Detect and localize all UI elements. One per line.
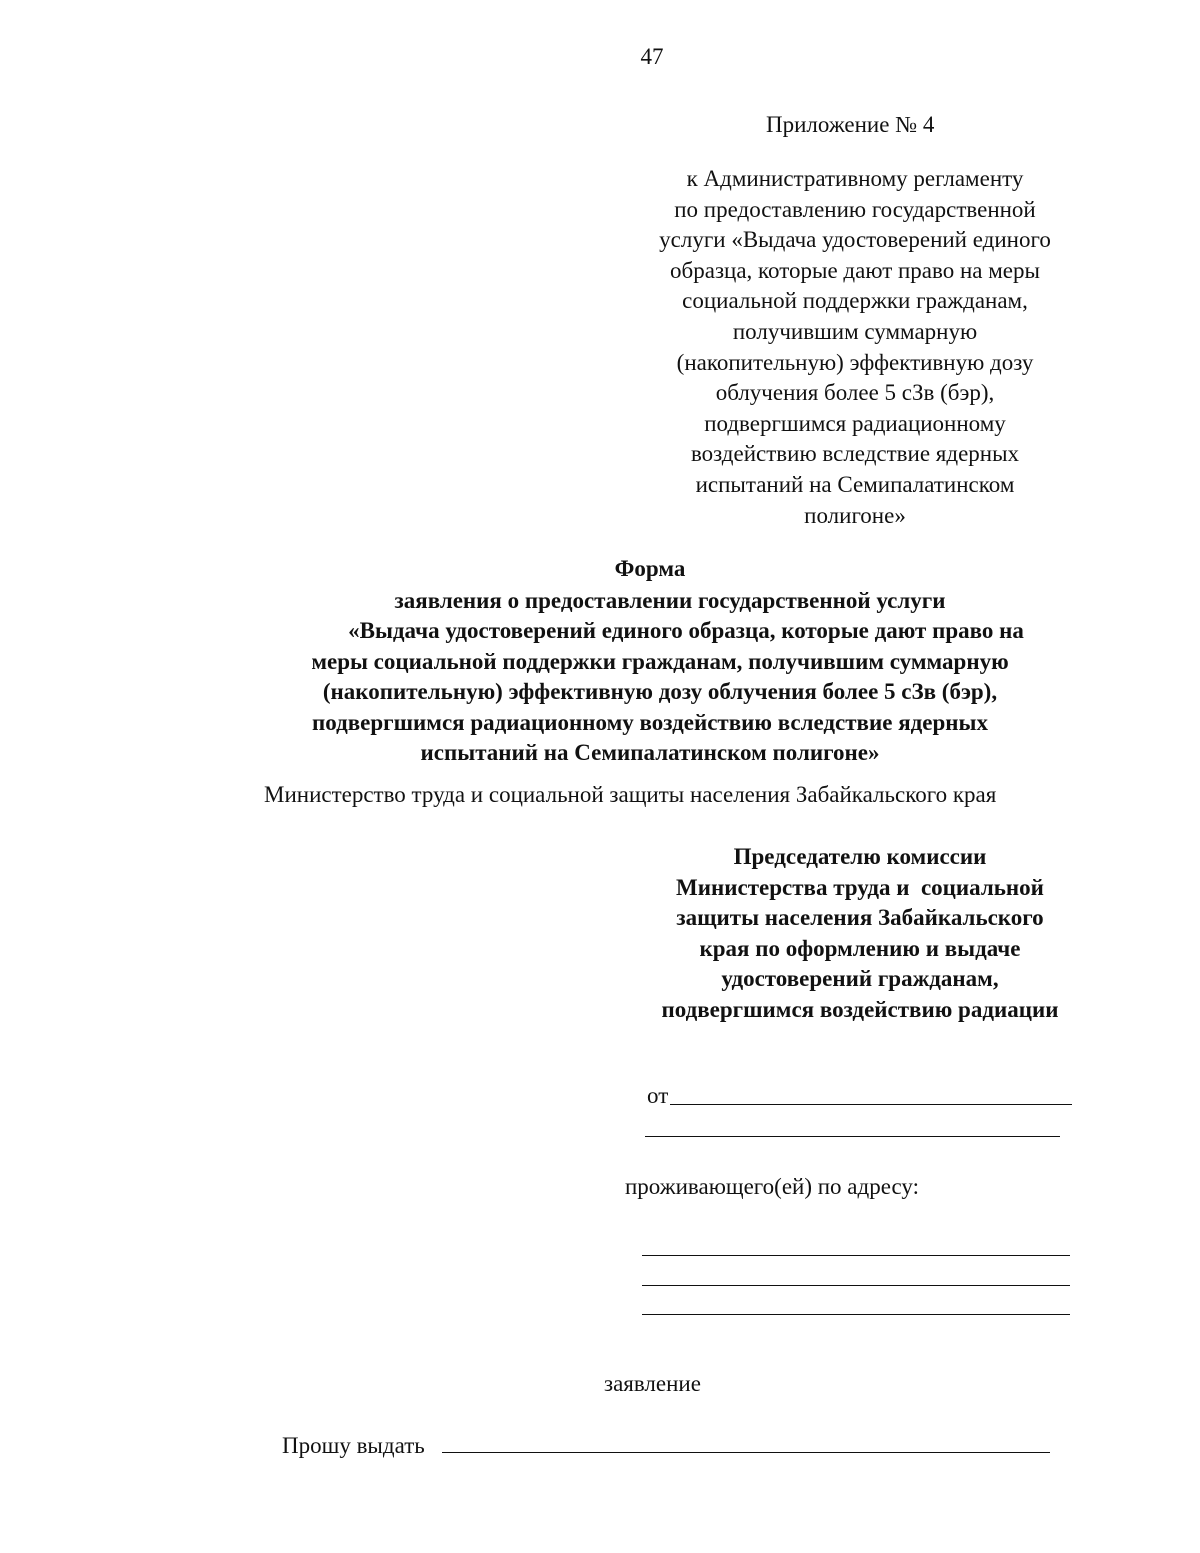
appendix-line: по предоставлению государственной (674, 196, 1036, 222)
appendix-line: подвергшимся радиационному (704, 410, 1006, 436)
address-line-2[interactable] (642, 1285, 1070, 1286)
form-subtitle-line: подвергшимся радиационному воздействию вследствие ядерных (312, 709, 988, 735)
appendix-line: испытаний на Семипалатинском (695, 471, 1015, 497)
appendix-line: образца, которые дают право на меры (670, 257, 1040, 283)
addressee-line: края по оформлению и выдаче (699, 935, 1021, 961)
addressee-line: Министерства труда и социальной (676, 874, 1044, 900)
addressee-line: подвергшимся воздействию радиации (661, 996, 1059, 1022)
address-line-1[interactable] (642, 1255, 1070, 1256)
request-label: Прошу выдать (282, 1433, 425, 1458)
from-label: от (647, 1083, 669, 1108)
appendix-reference (590, 164, 1120, 531)
appendix-line: (накопительную) эффективную дозу (676, 349, 1034, 375)
request-input-line[interactable] (442, 1452, 1050, 1453)
form-subtitle-line: (накопительную) эффективную дозу облучения более 5 сЗв (бэр), (322, 679, 998, 705)
appendix-line: к Административному регламенту (686, 166, 1024, 191)
from-name-line-1[interactable] (670, 1104, 1072, 1105)
appendix-line: полигоне» (804, 502, 906, 528)
addressee-line: удостоверений гражданам, (721, 966, 999, 992)
residence-label: проживающего(ей) по адресу: (625, 1174, 919, 1199)
appendix-line: воздействию вследствие ядерных (690, 441, 1020, 467)
appendix-line: социальной поддержки гражданам, (682, 288, 1028, 314)
address-line-3[interactable] (642, 1314, 1070, 1315)
appendix-line: облучения более 5 сЗв (бэр), (715, 380, 995, 406)
form-title: Форма (614, 556, 686, 581)
from-name-line-2[interactable] (645, 1136, 1060, 1137)
statement-title: заявление (604, 1371, 701, 1396)
addressee-line: Председателю комиссии (733, 844, 987, 869)
form-subtitle-line: испытаний на Семипалатинском полигоне» (420, 740, 880, 766)
form-subtitle (240, 586, 1080, 768)
form-subtitle-line: заявления о предоставлении государственной услуги (394, 588, 946, 613)
addressee-line: защиты населения Забайкальского (676, 905, 1044, 931)
page-number: 47 (640, 44, 664, 69)
ministry-name: Министерство труда и социальной защиты населения Забайкальского края (264, 782, 997, 807)
form-subtitle-line: «Выдача удостоверений единого образца, которые дают право на (348, 618, 1024, 644)
appendix-label: Приложение № 4 (766, 112, 935, 137)
form-subtitle-line: меры социальной поддержки гражданам, получившим суммарную (311, 648, 1009, 674)
appendix-line: получившим суммарную (732, 318, 978, 344)
addressee-block (610, 842, 1110, 1026)
appendix-line: услуги «Выдача удостоверений единого (659, 227, 1051, 253)
